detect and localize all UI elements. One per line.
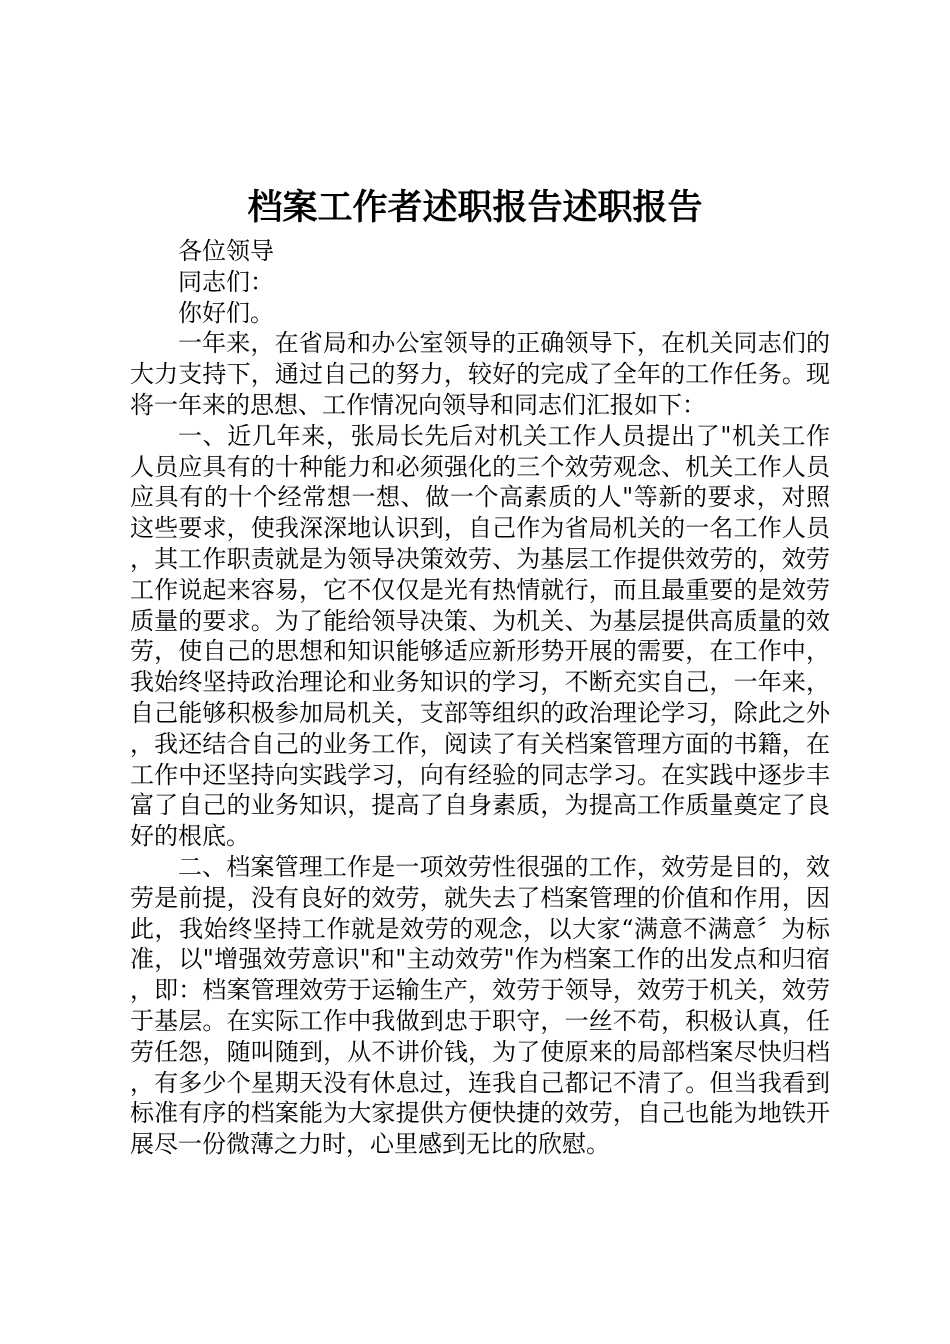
paragraph-section-two: 二、档案管理工作是一项效劳性很强的工作，效劳是目的，效劳是前提，没有良好的效劳，就失去了档案管理的价值和作用，因此，我始终坚持工作就是效劳的观念，以大家“满意不满意〞为标准，以"增强效劳意识"和"主动效劳"作为档案工作的出发点和归宿，即：档案管理效劳于运输生产，效劳于领导，效劳于机关，效劳于基层。在实际工作中我做到忠于职守，一丝不苟，积极认真，任劳任怨，随叫随到，从不讲价钱，为了使原来的局部档案尽快归档，有多少个星期天没有休息过，连我自己都记不清了。但当我看到标准有序的档案能为大家提供方便快捷的效劳，自己也能为地铁开展尽一份微薄之力时，心里感到无比的欣慰。: [130, 852, 830, 1159]
salutation-comrades: 同志们：: [178, 267, 274, 296]
document-title: 档案工作者述职报告述职报告: [247, 187, 703, 228]
paragraph-section-one: 一、近几年来，张局长先后对机关工作人员提出了"机关工作人员应具有的十种能力和必须强化的三个效劳观念、机关工作人员应具有的十个经常想一想、做一个高素质的人"等新的要求，对照这些要求，使我深深地认识到，自己作为省局机关的一名工作人员，其工作职责就是为领导决策效劳、为基层工作提供效劳的，效劳工作说起来容易，它不仅仅是光有热情就行，而且最重要的是效劳质量的要求。为了能给领导决策、为机关、为基层提供高质量的效劳，使自己的思想和知识能够适应新形势开展的需要，在工作中，我始终坚持政治理论和业务知识的学习，不断充实自己，一年来，自己能够积极参加局机关，支部等组织的政治理论学习，除此之外，我还结合自己的业务工作，阅读了有关档案管理方面的书籍，在工作中还坚持向实践学习，向有经验的同志学习。在实践中逐步丰富了自己的业务知识，提高了自身素质，为提高工作质量奠定了良好的根底。: [130, 421, 830, 851]
greeting: 你好们。: [178, 298, 274, 327]
document-body: [130, 236, 830, 1160]
salutation-leaders: 各位领导: [178, 237, 274, 265]
paragraph-intro: 一年来，在省局和办公室领导的正确领导下，在机关同志们的大力支持下，通过自己的努力，较好的完成了全年的工作任务。现将一年来的思想、工作情况向领导和同志们汇报如下：: [130, 329, 830, 419]
